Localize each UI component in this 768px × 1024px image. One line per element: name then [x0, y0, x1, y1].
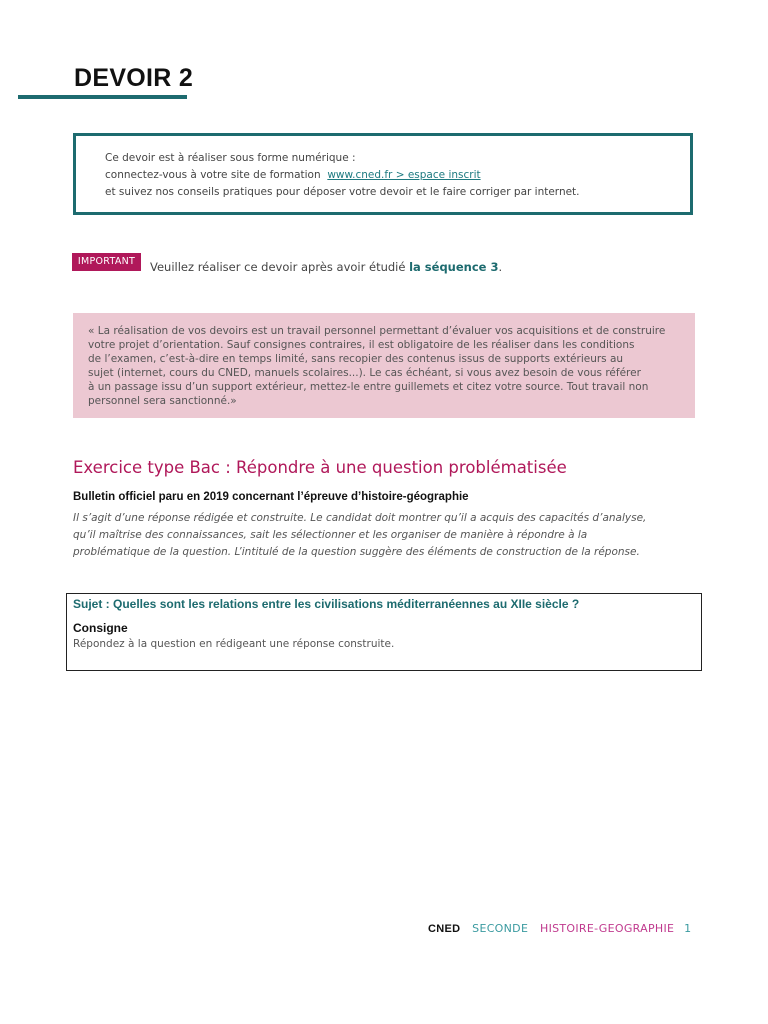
- footer-subject: HISTOIRE-GEOGRAPHIE: [540, 922, 675, 935]
- notice-line-2-prefix: connectez-vous à votre site de formation: [105, 169, 321, 181]
- footer-level: SECONDE: [472, 922, 529, 935]
- consigne-text: Répondez à la question en rédigeant une réponse construite.: [73, 638, 395, 650]
- sequence-reference: la séquence 3: [409, 260, 499, 274]
- page-number: 1: [684, 922, 692, 935]
- footer-brand: CNED: [428, 923, 461, 935]
- important-text: [150, 260, 502, 274]
- important-text-prefix: Veuillez réaliser ce devoir après avoir étudié: [150, 260, 410, 274]
- quote-line: « La réalisation de vos devoirs est un travail personnel permettant d’évaluer vos acquisitions et de construire: [88, 325, 666, 337]
- page-footer: [428, 922, 691, 935]
- subject-question: Sujet : Quelles sont les relations entre les civilisations méditerranéennes au XIIe siècle ?: [73, 597, 580, 611]
- exercise-title: Exercice type Bac : Répondre à une question problématisée: [73, 458, 567, 477]
- exercise-description-line: problématique de la question. L’intitulé de la question suggère des éléments de construction de la réponse.: [73, 546, 640, 558]
- subject-box: [66, 593, 702, 671]
- important-badge: IMPORTANT: [72, 253, 141, 271]
- exercise-description-line: qu’il maîtrise des connaissances, sait les sélectionner et les organiser de manière à répondre à la: [73, 529, 588, 541]
- exercise-description-line: Il s’agit d’une réponse rédigée et construite. Le candidat doit montrer qu’il a acquis des capacités d’analyse,: [73, 512, 647, 524]
- quote-line: de l’examen, c’est-à-dire en temps limité, sans recopier des contenus issus de supports extérieurs au: [88, 353, 624, 365]
- quote-box: [73, 313, 695, 418]
- quote-line: personnel sera sanctionné.»: [88, 395, 237, 407]
- notice-line-2: [105, 169, 481, 181]
- notice-box: [73, 133, 693, 215]
- quote-line: à un passage issu d’un support extérieur, mettez-le entre guillemets et citez votre source. Tout travail non: [88, 381, 649, 393]
- notice-line-1: Ce devoir est à réaliser sous forme numérique :: [105, 152, 356, 164]
- quote-line: sujet (internet, cours du CNED, manuels scolaires...). Le cas échéant, si vous avez besoin de vous référer: [88, 367, 641, 379]
- bulletin-heading: Bulletin officiel paru en 2019 concernant l’épreuve d’histoire-géographie: [73, 491, 469, 503]
- title-underline: [18, 95, 187, 99]
- notice-line-3: et suivez nos conseils pratiques pour déposer votre devoir et le faire corriger par internet.: [105, 186, 580, 198]
- consigne-label: Consigne: [73, 621, 128, 635]
- important-text-suffix: .: [498, 260, 503, 274]
- cned-link[interactable]: www.cned.fr > espace inscrit: [327, 169, 481, 181]
- page-title: DEVOIR 2: [74, 64, 194, 92]
- quote-line: votre projet d’orientation. Sauf consignes contraires, il est obligatoire de les réaliser dans les conditions: [88, 339, 635, 351]
